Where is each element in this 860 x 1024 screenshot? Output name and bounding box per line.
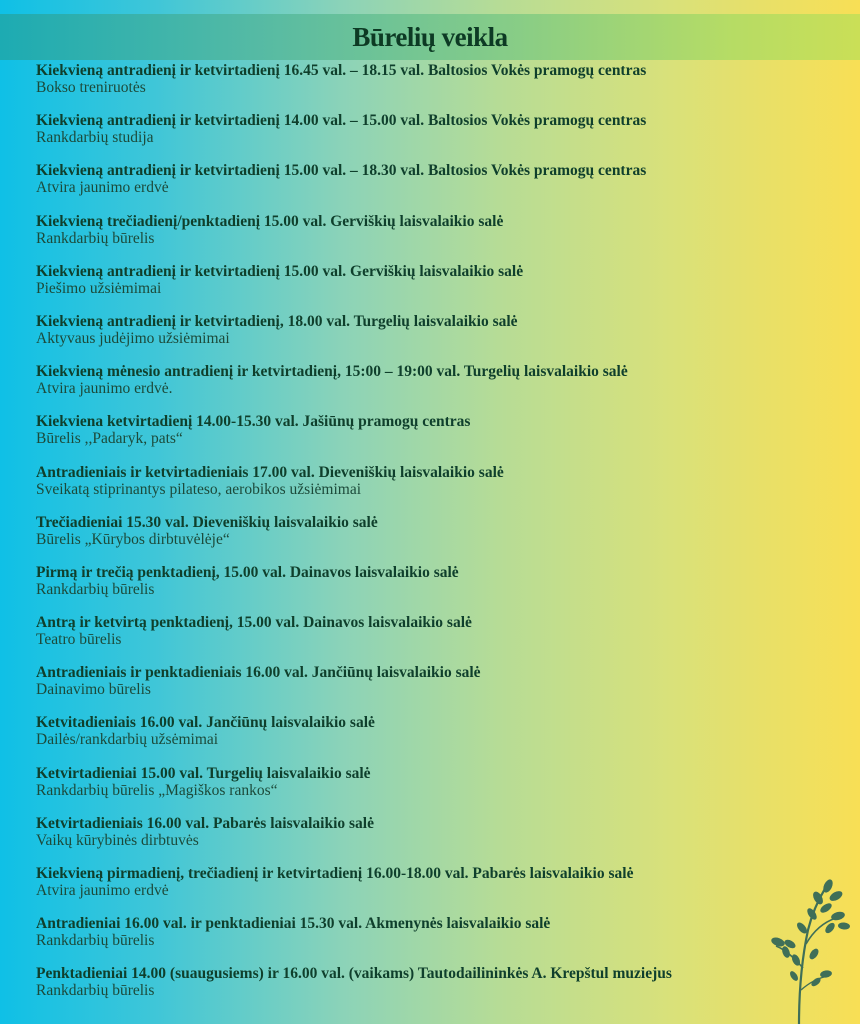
list-item <box>36 363 836 413</box>
list-item <box>36 915 836 965</box>
schedule-line: Antradieniais ir ketvirtadieniais 17.00 val. Dieveniškių laisvalaikio salė <box>36 463 504 481</box>
schedule-line: Ketvitadieniais 16.00 val. Jančiūnų laisvalaikio salė <box>36 714 375 732</box>
schedule-line: Kiekvieną antradienį ir ketvirtadienį 14.00 val. – 15.00 val. Baltosios Vokės pramogų centras <box>36 112 647 130</box>
schedule-line: Antrą ir ketvirtą penktadienį, 15.00 val. Dainavos laisvalaikio salė <box>36 614 472 632</box>
activity-name: Piešimo užsiėmimai <box>36 279 162 297</box>
activity-name: Rankdarbių būrelis <box>36 982 155 1000</box>
schedule-line: Kiekvieną antradienį ir ketvirtadienį, 18.00 val. Turgelių laisvalaikio salė <box>36 312 518 330</box>
activity-name: Atvira jaunimo erdvė <box>36 179 169 197</box>
schedule-line: Kiekvieną trečiadienį/penktadienį 15.00 val. Gerviškių laisvalaikio salė <box>36 212 504 230</box>
activity-name: Būrelis „Kūrybos dirbtuvėlėje“ <box>36 530 230 548</box>
activity-name: Atvira jaunimo erdvė <box>36 882 169 899</box>
list-item <box>36 714 836 764</box>
list-item <box>36 664 836 714</box>
schedule-line: Kiekviena ketvirtadienį 14.00-15.30 val. Jašiūnų pramogų centras <box>36 413 471 431</box>
activity-name: Rankdarbių būrelis <box>36 229 155 247</box>
list-item <box>36 112 836 162</box>
schedule-line: Kiekvieną antradienį ir ketvirtadienį 15.00 val. – 18.30 val. Baltosios Vokės pramogų centras <box>36 162 647 180</box>
list-item <box>36 965 836 1015</box>
list-item <box>36 313 836 363</box>
activity-name: Dailės/rankdarbių užsėmimai <box>36 731 219 749</box>
list-item <box>36 162 836 212</box>
schedule-line: Penktadieniai 14.00 (suaugusiems) ir 16.00 val. (vaikams) Tautodailininkės A. Krepštul muziejus <box>36 965 672 983</box>
activity-name: Atvira jaunimo erdvė. <box>36 380 173 398</box>
activity-name: Sveikatą stiprinantys pilateso, aerobikos užsiėmimai <box>36 480 362 498</box>
schedule-line: Kiekvieną pirmadienį, trečiadienį ir ketvirtadienį 16.00-18.00 val. Pabarės laisvalaikio salė <box>36 865 634 882</box>
list-item <box>36 413 836 463</box>
schedule-line: Antradieniai 16.00 val. ir penktadieniai 15.30 val. Akmenynės laisvalaikio salė <box>36 915 551 933</box>
schedule-line: Pirmą ir trečią penktadienį, 15.00 val. Dainavos laisvalaikio salė <box>36 563 459 581</box>
activity-name: Vaikų kūrybinės dirbtuvės <box>36 831 199 849</box>
leafy-branch-icon <box>768 878 856 1024</box>
list-item <box>36 213 836 263</box>
activity-name: Rankdarbių būrelis <box>36 580 155 598</box>
list-item <box>36 815 836 865</box>
list-item <box>36 865 836 915</box>
schedule-line: Ketvirtadieniais 16.00 val. Pabarės laisvalaikio salė <box>36 814 374 832</box>
activity-name: Teatro būrelis <box>36 631 122 649</box>
list-item <box>36 514 836 564</box>
schedule-line: Kiekvieną mėnesio antradienį ir ketvirtadienį, 15:00 – 19:00 val. Turgelių laisvalaikio salė <box>36 363 628 381</box>
list-item <box>36 614 836 664</box>
activity-name: Bokso treniruotės <box>36 79 146 96</box>
activity-name: Rankdarbių būrelis <box>36 932 155 950</box>
list-item <box>36 765 836 815</box>
activity-name: Rankdarbių būrelis „Magiškos rankos“ <box>36 781 278 799</box>
activity-name: Būrelis ,,Padaryk, pats“ <box>36 430 183 448</box>
activity-name: Rankdarbių studija <box>36 129 154 147</box>
schedule-line: Kiekvieną antradienį ir ketvirtadienį 16.45 val. – 18.15 val. Baltosios Vokės pramogų centras <box>36 62 647 79</box>
schedule-line: Ketvirtadieniai 15.00 val. Turgelių laisvalaikio salė <box>36 764 371 782</box>
schedule-line: Kiekvieną antradienį ir ketvirtadienį 15.00 val. Gerviškių laisvalaikio salė <box>36 262 524 280</box>
list-item <box>36 62 836 112</box>
activity-list <box>36 62 836 1016</box>
schedule-line: Trečiadieniai 15.30 val. Dieveniškių laisvalaikio salė <box>36 513 378 531</box>
list-item <box>36 263 836 313</box>
activity-name: Dainavimo būrelis <box>36 681 151 699</box>
list-item <box>36 464 836 514</box>
activity-name: Aktyvaus judėjimo užsiėmimai <box>36 329 230 347</box>
schedule-line: Antradieniais ir penktadieniais 16.00 val. Jančiūnų laisvalaikio salė <box>36 664 481 682</box>
page-title: Būrelių veikla <box>352 22 508 52</box>
list-item <box>36 564 836 614</box>
